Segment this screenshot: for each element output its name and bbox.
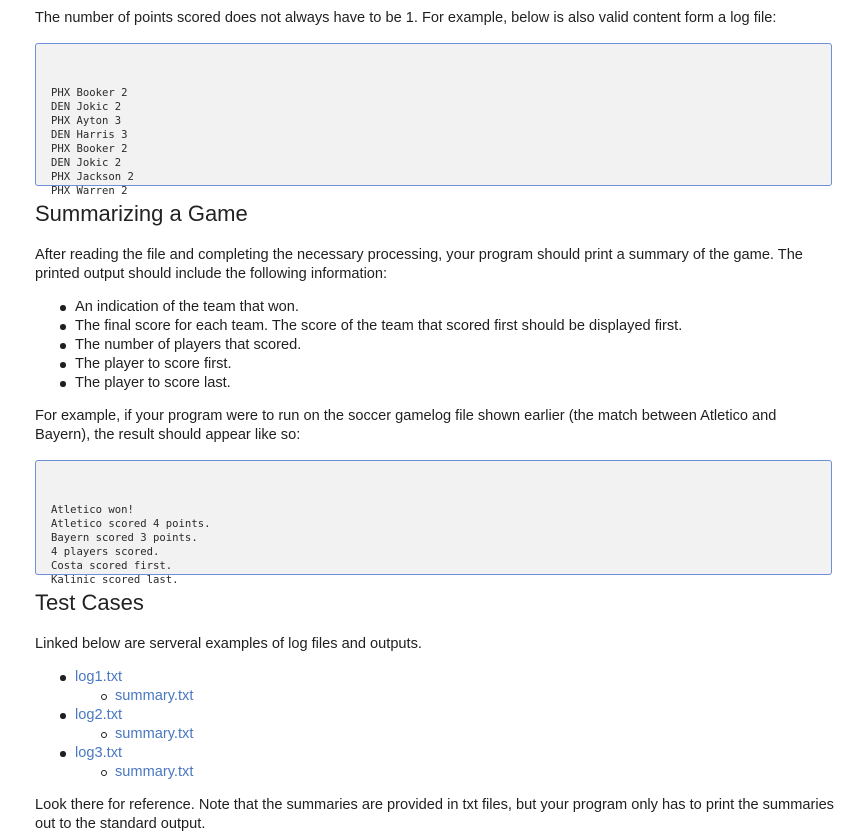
code-line: PHX Booker 2 xyxy=(51,143,128,155)
summary2-link[interactable]: summary.txt xyxy=(115,726,194,742)
list-item xyxy=(75,744,193,782)
list-item xyxy=(115,763,193,782)
list-item: The player to score first. xyxy=(75,355,682,374)
example-paragraph: For example, if your program were to run on the soccer gamelog file shown earlier (the match between Atletico and Bayern), the result should appear like so: xyxy=(35,408,777,443)
summary-requirements-list xyxy=(35,298,682,393)
code-line: PHX Booker 2 xyxy=(51,87,128,99)
list-item xyxy=(75,668,193,706)
code-line: PHX Warren 2 xyxy=(51,185,128,197)
list-item: The final score for each team. The score of the team that scored first should be displayed first. xyxy=(75,318,683,334)
list-item xyxy=(75,706,193,744)
closing-paragraph: Look there for reference. Note that the summaries are provided in txt files, but your program only has to print the summaries out to the standard output. xyxy=(35,797,834,832)
code-line: 4 players scored. xyxy=(51,546,160,558)
code-line: Bayern scored 3 points. xyxy=(51,532,198,544)
sub-list xyxy=(75,725,193,744)
log2-link[interactable]: log2.txt xyxy=(75,707,123,723)
code-line: DEN Harris 3 xyxy=(51,129,128,141)
log1-link[interactable]: log1.txt xyxy=(75,669,123,685)
code-line: DEN Jokic 2 xyxy=(51,101,122,113)
code-line: PHX Jackson 2 xyxy=(51,171,134,183)
intro-paragraph: The number of points scored does not always have to be 1. For example, below is also valid content form a log file: xyxy=(35,10,777,26)
section-heading-test-cases: Test Cases xyxy=(35,590,144,615)
summarizing-paragraph: After reading the file and completing the necessary processing, your program should print a summary of the game. The printed output should include the following information: xyxy=(35,247,803,282)
list-item: An indication of the team that won. xyxy=(75,298,682,317)
summary-sample-code-block xyxy=(35,460,832,586)
code-line: Costa scored first. xyxy=(51,560,173,572)
section-heading-summarizing: Summarizing a Game xyxy=(35,201,248,226)
test-case-files-list xyxy=(35,668,193,782)
code-line: Atletico scored 4 points. xyxy=(51,518,211,530)
log3-link[interactable]: log3.txt xyxy=(75,745,123,761)
code-line: PHX Ayton 3 xyxy=(51,115,122,127)
summary1-link[interactable]: summary.txt xyxy=(115,688,194,704)
sub-list xyxy=(75,763,193,782)
code-line: Kalinic scored last. xyxy=(51,574,179,586)
list-item xyxy=(115,725,193,744)
code-line: Atletico won! xyxy=(51,504,134,516)
list-item: The number of players that scored. xyxy=(75,336,682,355)
summary3-link[interactable]: summary.txt xyxy=(115,764,194,780)
list-item: The player to score last. xyxy=(75,374,682,393)
log-sample-code-block xyxy=(35,43,832,197)
test-cases-paragraph: Linked below are serveral examples of log files and outputs. xyxy=(35,636,422,652)
sub-list xyxy=(75,687,193,706)
code-line: DEN Jokic 2 xyxy=(51,157,122,169)
list-item xyxy=(115,687,193,706)
